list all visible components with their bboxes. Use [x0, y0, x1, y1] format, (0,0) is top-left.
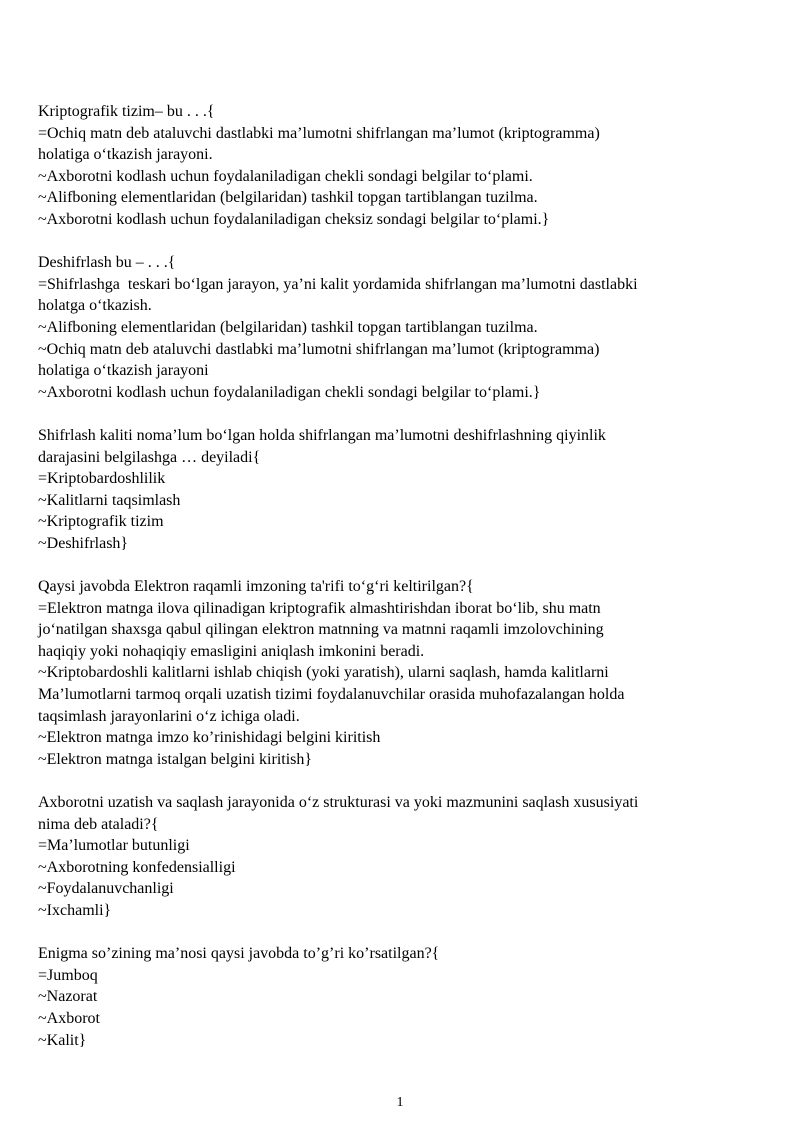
correct-answer-continued: jo‘natilgan shaxsga qabul qilingan elektron matnning va matnni raqamli imzolovchining — [38, 621, 604, 639]
question-text-continued: nima deb ataladi?{ — [38, 815, 159, 833]
question-block-1 — [38, 101, 768, 231]
page-number: 1 — [396, 1095, 404, 1110]
question-block-4 — [38, 576, 768, 770]
question-text: Shifrlash kaliti noma’lum bo‘lgan holda shifrlangan ma’lumotni deshifrlashning qiyinlik — [38, 426, 606, 444]
wrong-answer: ~Nazorat — [38, 988, 98, 1006]
correct-answer: =Ma’lumotlar butunligi — [38, 837, 190, 855]
wrong-answer: ~Alifboning elementlaridan (belgilaridan) tashkil topgan tartiblangan tuzilma. — [38, 318, 538, 336]
wrong-answer: ~Ochiq matn deb ataluvchi dastlabki ma’lumotni shifrlangan ma’lumot (kriptogramma) — [38, 340, 600, 358]
question-block-6 — [38, 943, 768, 1051]
question-text: Qaysi javobda Elektron raqamli imzoning ta'rifi to‘g‘ri keltirilgan?{ — [38, 578, 474, 596]
wrong-answer: ~Kriptografik tizim — [38, 513, 164, 531]
correct-answer: =Kriptobardoshlilik — [38, 470, 166, 488]
wrong-answer: ~Elektron matnga imzo ko’rinishidagi belgini kiritish — [38, 729, 381, 747]
question-block-5 — [38, 792, 768, 922]
correct-answer: =Jumboq — [38, 966, 98, 984]
wrong-answer: ~Kriptobardoshli kalitlarni ishlab chiqish (yoki yaratish), ularni saqlash, hamda kalitlarni — [38, 664, 609, 682]
wrong-answer: ~Alifboning elementlaridan (belgilaridan) tashkil topgan tartiblangan tuzilma. — [38, 189, 538, 207]
correct-answer-continued: holatiga o‘tkazish jarayoni. — [38, 146, 213, 164]
wrong-answer: ~Ixchamli} — [38, 901, 112, 919]
question-text: Enigma so’zining ma’nosi qaysi javobda to’g’ri ko’rsatilgan?{ — [38, 945, 440, 963]
wrong-answer-continued: taqsimlash jarayonlarini o‘z ichiga oladi. — [38, 707, 300, 725]
wrong-answer: ~Axborot — [38, 1009, 100, 1027]
question-text: Axborotni uzatish va saqlash jarayonida o‘z strukturasi va yoki mazmunini saqlash xususiyati — [38, 794, 639, 811]
wrong-answer: ~Elektron matnga istalgan belgini kiritish} — [38, 750, 313, 768]
wrong-answer-continued: holatiga o‘tkazish jarayoni — [38, 362, 209, 380]
wrong-answer: ~Deshifrlash} — [38, 534, 129, 552]
correct-answer: =Ochiq matn deb ataluvchi dastlabki ma’lumotni shifrlangan ma’lumot (kriptogramma) — [38, 124, 600, 142]
wrong-answer: ~Kalitlarni taqsimlash — [38, 491, 181, 509]
wrong-answer: ~Kalit} — [38, 1031, 87, 1049]
correct-answer-continued: haqiqiy yoki nohaqiqiy emasligini aniqlash imkonini beradi. — [38, 642, 425, 660]
question-text: Kriptografik tizim– bu . . .{ — [38, 103, 215, 120]
question-block-3 — [38, 425, 768, 555]
wrong-answer: ~Axborotni kodlash uchun foydalaniladigan chekli sondagi belgilar to‘plami. — [38, 167, 533, 185]
wrong-answer-continued: Ma’lumotlarni tarmoq orqali uzatish tizimi foydalanuvchilar orasida muhofazalangan holda — [38, 686, 625, 704]
wrong-answer: ~Axborotning konfedensialligi — [38, 858, 236, 876]
wrong-answer: ~Axborotni kodlash uchun foydalaniladigan chekli sondagi belgilar to‘plami.} — [38, 383, 541, 401]
question-text-continued: darajasini belgilashga … deyiladi{ — [38, 448, 261, 466]
wrong-answer: ~Foydalanuvchanligi — [38, 880, 174, 898]
document-body — [38, 101, 768, 1073]
correct-answer: =Shifrlashga teskari bo‘lgan jarayon, ya’ni kalit yordamida shifrlangan ma’lumotni dastlabki — [38, 275, 638, 293]
correct-answer: =Elektron matnga ilova qilinadigan kriptografik almashtirishdan iborat bo‘lib, shu matn — [38, 599, 601, 617]
correct-answer-continued: holatga o‘tkazish. — [38, 297, 152, 315]
question-block-2 — [38, 252, 768, 403]
question-text: Deshifrlash bu – . . .{ — [38, 254, 176, 272]
wrong-answer: ~Axborotni kodlash uchun foydalaniladigan cheksiz sondagi belgilar to‘plami.} — [38, 210, 550, 228]
